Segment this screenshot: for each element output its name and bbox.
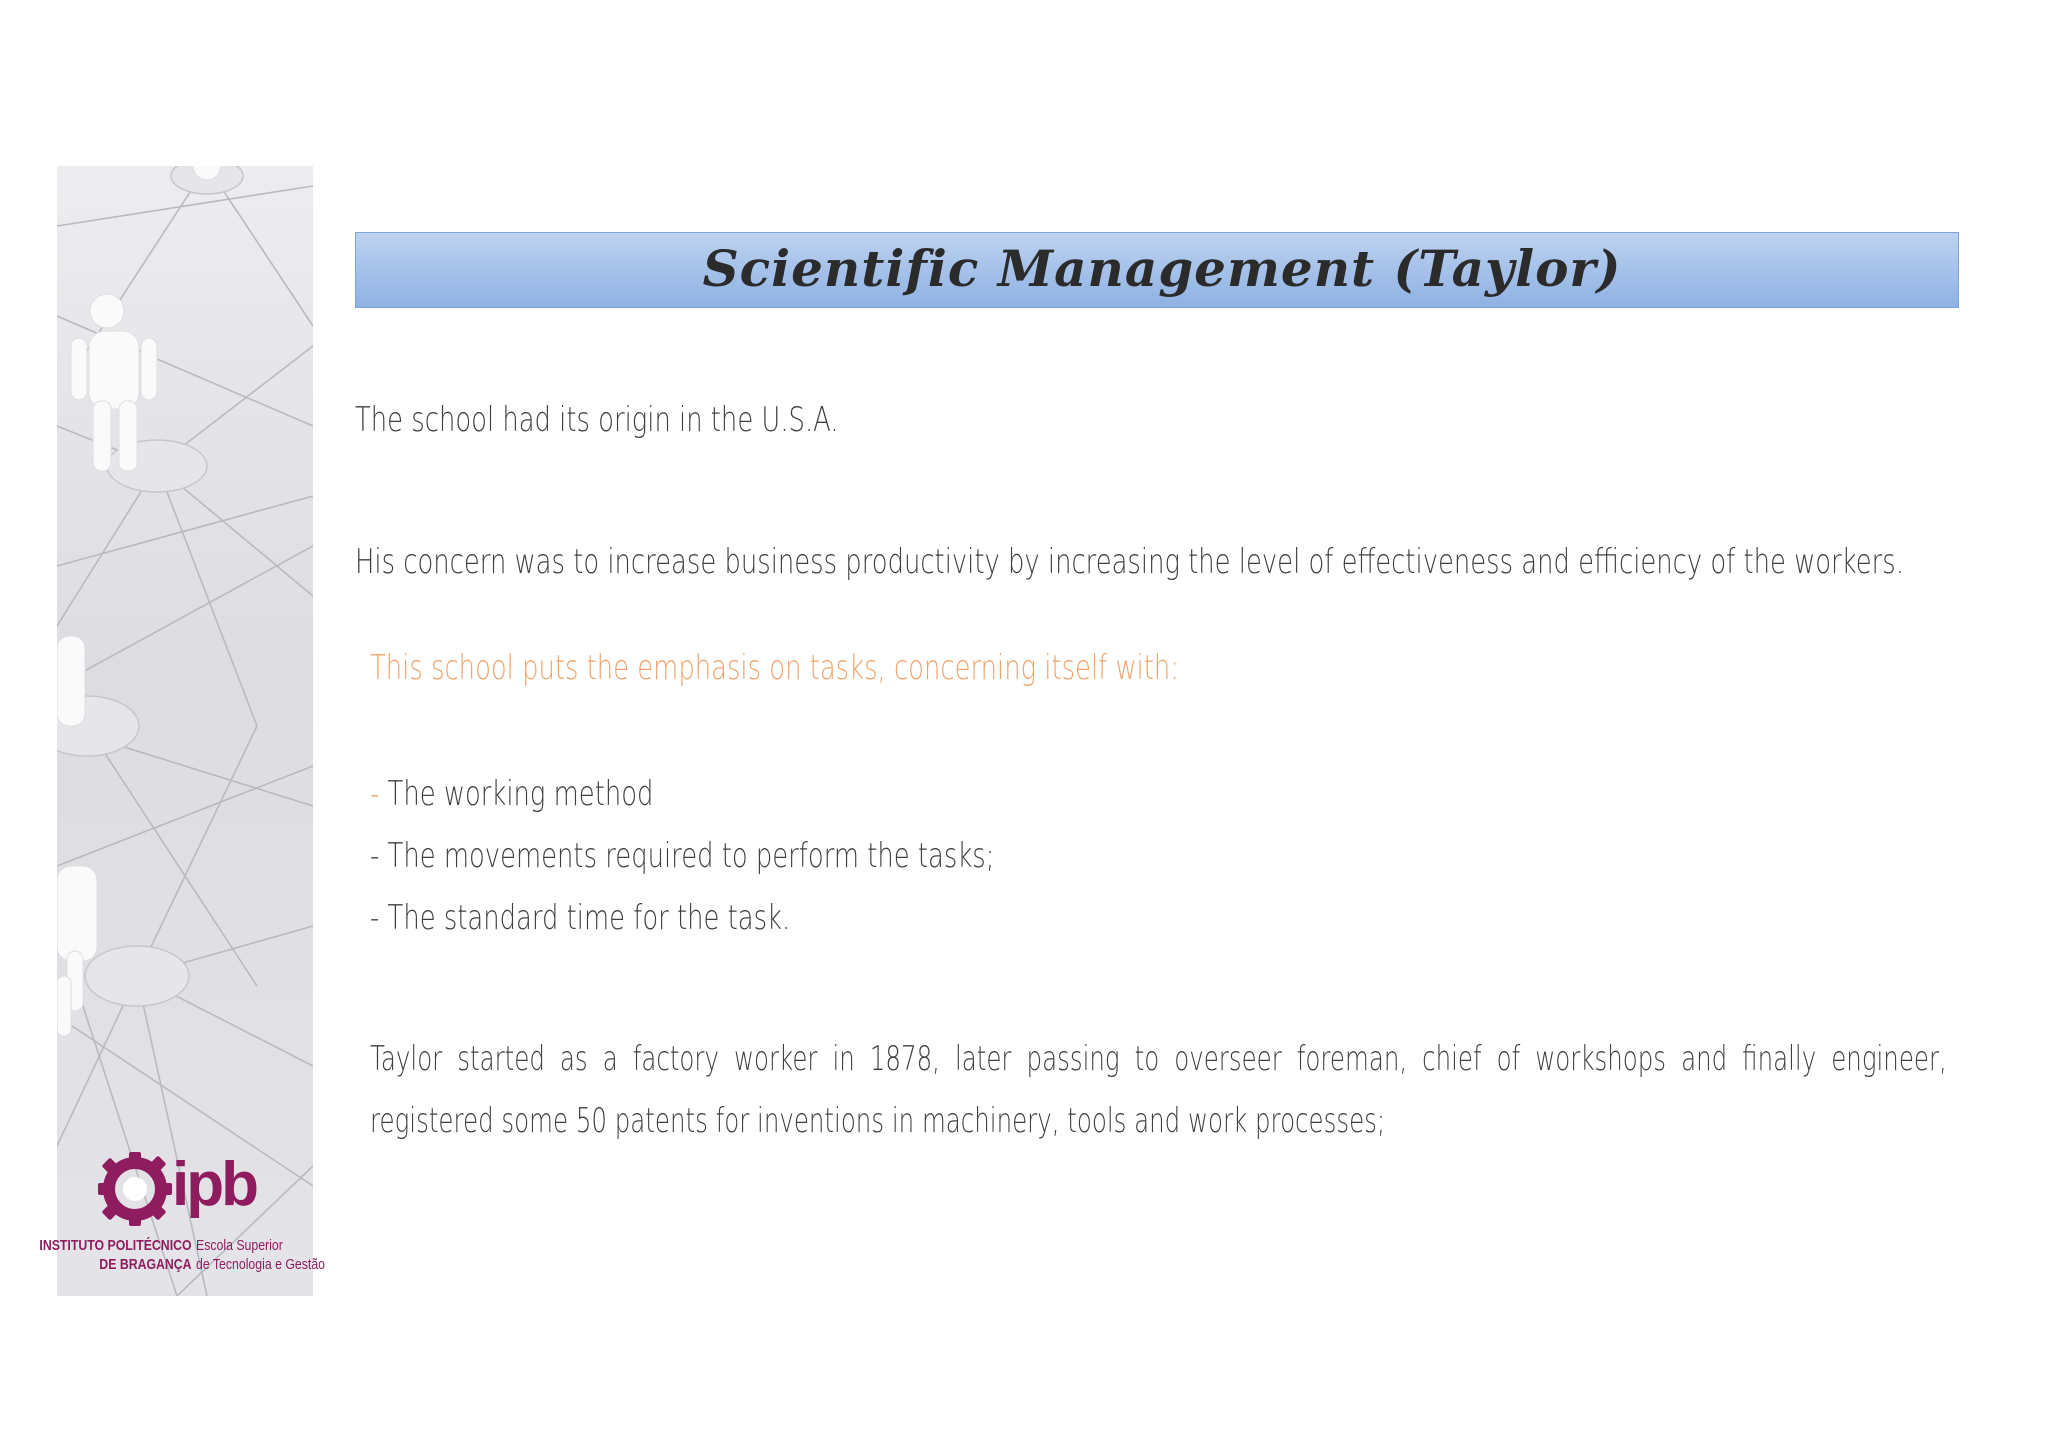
bullet-dash: - [370,836,380,876]
slide-title: Scientific Management (Taylor) [702,239,1622,298]
bullet-item [370,898,790,938]
origin-text: The school had its origin in the U.S.A. [355,400,839,440]
bullet-item [370,836,994,876]
bullet-text: The working method [379,774,654,814]
concern-text: His concern was to increase business productivity by increasing the level of effectiveness and efficiency of the workers. [355,542,1904,582]
taylor-paragraph: Taylor started as a factory worker in 1878, later passing to overseer foreman, chief of workshops and finally engineer, registered some 50 patents for inventions in machinery, tools and work processes; [370,1039,1947,1141]
emphasis-text: This school puts the emphasis on tasks, concerning itself with: [370,648,1179,688]
logo-abbreviation: ipb [172,1150,256,1219]
network-illustration [57,166,313,1296]
bullet-dash: - [370,898,380,938]
network-people-image [57,166,313,1296]
logo-school-name: Escola Superior de Tecnologia e Gestão [196,1237,326,1273]
bullet-text: The standard time for the task. [379,898,791,938]
bullet-item [370,774,653,814]
ipb-logo [28,1150,326,1280]
logo-institute-name: INSTITUTO POLITÉCNICO DE BRAGANÇA [39,1237,192,1273]
bullet-dash: - [370,774,380,814]
bullet-text: The movements required to perform the tasks; [379,836,995,876]
title-banner [355,232,1959,308]
ipb-gear-icon [96,1150,174,1228]
